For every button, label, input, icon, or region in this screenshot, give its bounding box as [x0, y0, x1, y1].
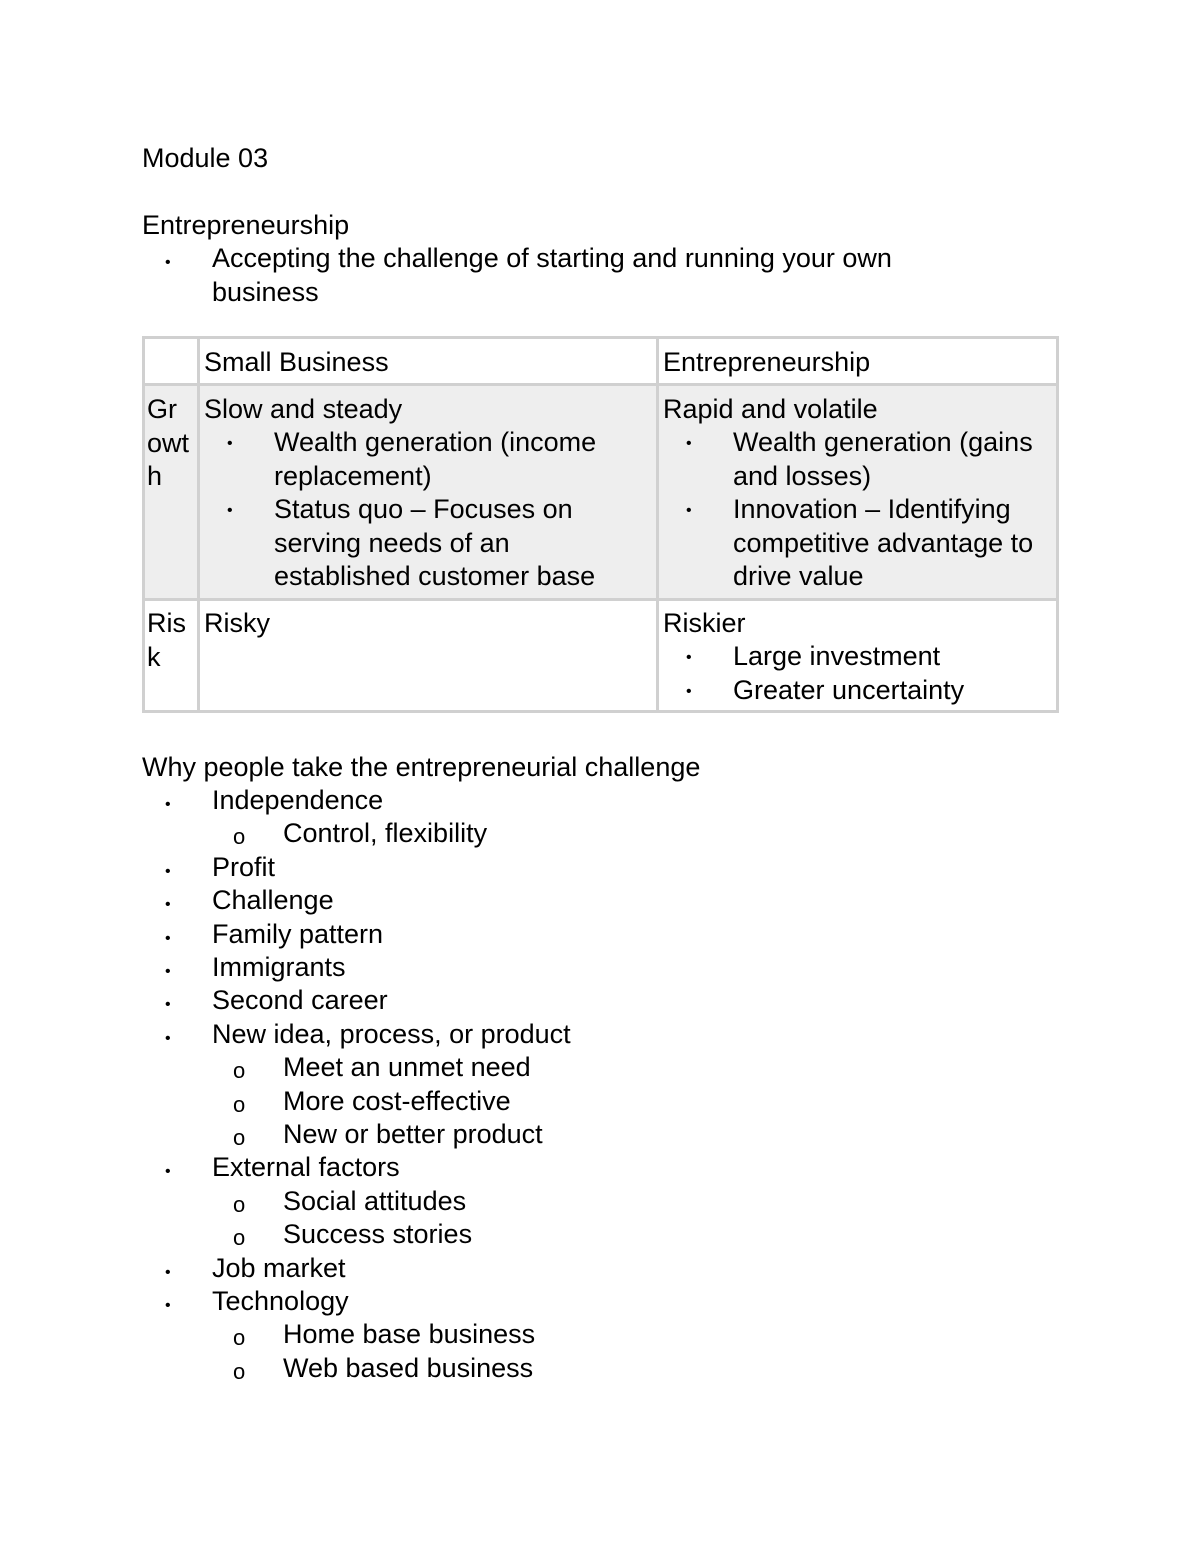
list-item: Immigrants: [212, 952, 346, 982]
page-heading: Module 03: [142, 143, 269, 173]
bullet-glyph: •: [165, 996, 171, 1014]
list-item: Independence: [212, 785, 384, 815]
table-border-right: [1056, 336, 1059, 713]
risk-ent-bullet-2: Greater uncertainty: [733, 675, 965, 705]
table-col-rule: [656, 336, 659, 713]
growth-ent-bullet-2: Innovation – Identifying competitive advantage to drive value: [733, 494, 1034, 591]
sub-bullet-glyph: o: [233, 1125, 246, 1150]
list-item: Second career: [212, 985, 388, 1016]
list-item: Job market: [212, 1252, 346, 1283]
bullet-glyph: •: [686, 435, 692, 452]
bullet-glyph: •: [165, 1163, 171, 1181]
list-item: New idea, process, or product: [212, 1018, 571, 1049]
bullet-glyph: •: [165, 896, 171, 914]
list-item: External factors: [212, 1152, 400, 1183]
sub-bullet-glyph: o: [233, 824, 246, 850]
sub-list-item: Success stories: [283, 1219, 473, 1250]
bullet-glyph: •: [165, 963, 171, 980]
risk-label: Ris k: [147, 608, 186, 672]
risk-ent-title: Riskier: [663, 608, 746, 638]
definition-line-2: business: [212, 277, 319, 307]
sub-bullet-glyph: o: [233, 1225, 246, 1251]
sub-bullet-glyph: o: [233, 1091, 246, 1117]
sub-list-item: Home base business: [283, 1319, 536, 1350]
growth-label: Gr owt h: [147, 394, 190, 491]
bullet-glyph: •: [165, 929, 171, 947]
growth-small-bullet-1: Wealth generation (income replacement): [274, 427, 597, 491]
bullet-glyph: •: [227, 502, 233, 519]
bullet-glyph: •: [686, 502, 692, 519]
section-title: Why people take the entrepreneurial challenge: [142, 752, 701, 782]
sub-list-item: More cost-effective: [283, 1085, 511, 1116]
bullet-glyph: •: [227, 435, 233, 452]
risk-small-title: Risky: [204, 608, 270, 638]
section-title: Entrepreneurship: [142, 210, 350, 240]
growth-ent-bullet-1: Wealth generation (gains and losses): [733, 427, 1033, 491]
bullet-glyph: •: [165, 254, 171, 271]
bullet-glyph: •: [165, 1029, 171, 1047]
header-small-business: Small Business: [204, 347, 389, 377]
bullet-glyph: •: [686, 683, 692, 700]
sub-list-item: Control, flexibility: [283, 818, 488, 849]
table-border-bottom: [142, 710, 1059, 713]
sub-list-item: Meet an unmet need: [283, 1052, 531, 1083]
table-col-rule: [197, 336, 200, 713]
bullet-glyph: •: [686, 649, 692, 666]
bullet-glyph: •: [165, 1297, 171, 1314]
bullet-glyph: •: [165, 1263, 171, 1281]
list-item: Technology: [212, 1286, 349, 1316]
bullet-glyph: •: [165, 796, 171, 813]
sub-bullet-glyph: o: [233, 1191, 246, 1217]
header-entrepreneurship: Entrepreneurship: [663, 347, 871, 377]
risk-ent-bullet-1: Large investment: [733, 641, 941, 671]
sub-list-item: New or better product: [283, 1119, 543, 1149]
sub-list-item: Social attitudes: [283, 1185, 467, 1216]
table-rule: [142, 383, 1059, 386]
table-rule: [142, 598, 1059, 601]
growth-small-title: Slow and steady: [204, 394, 403, 424]
growth-ent-title: Rapid and volatile: [663, 394, 878, 424]
table-border-top: [142, 336, 1059, 339]
sub-list-item: Web based business: [283, 1352, 534, 1383]
definition-line-1: Accepting the challenge of starting and running your own: [212, 243, 892, 273]
sub-bullet-glyph: o: [233, 1358, 246, 1384]
list-item: Challenge: [212, 885, 334, 916]
table-border-left: [142, 336, 145, 713]
growth-small-bullet-2: Status quo – Focuses on serving needs of an established customer base: [274, 494, 596, 591]
list-item: Family pattern: [212, 918, 384, 949]
bullet-glyph: •: [165, 862, 171, 880]
sub-bullet-glyph: o: [233, 1058, 246, 1084]
list-item: Profit: [212, 851, 276, 882]
comparison-table: [142, 336, 1059, 713]
sub-bullet-glyph: o: [233, 1325, 246, 1351]
